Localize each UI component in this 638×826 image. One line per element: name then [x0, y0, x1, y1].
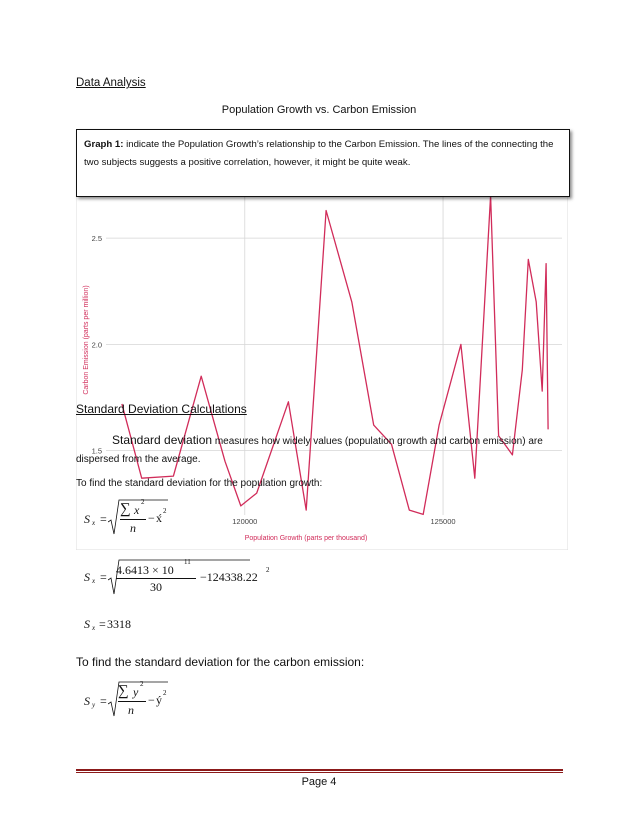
section-title: Data Analysis [76, 77, 146, 89]
std-paragraph [76, 431, 566, 469]
footer-rule-thin [76, 772, 563, 773]
fraction-bar [118, 701, 146, 702]
y-tick-label: 2.5 [91, 234, 102, 244]
std-definition: measures how widely values (population growth and carbon emission) are dispersed from the average. [76, 436, 543, 465]
std-heading: Standard Deviation Calculations [76, 402, 247, 416]
x-axis-label: Population Growth (parts per thousand) [244, 535, 368, 542]
y-tick-label: 1.5 [91, 446, 102, 456]
equation-population-values: S x = 4.6413 × 10 11 30 −124338.22 2 [80, 558, 280, 598]
caption-text: indicate the Population Growth’s relationship to the Carbon Emission. The lines of the connecting the two subjects suggests a positive correlation, however, it might be quite weak. [84, 139, 554, 168]
carbon-intro: To find the standard deviation for the carbon emission: [76, 655, 365, 669]
y-axis-label: Carbon Emission (parts per million) [83, 285, 90, 395]
equation-population-formula: S x = ∑ x 2 n − x́ 2 [80, 498, 200, 538]
caption-label: Graph 1: [84, 139, 124, 150]
fraction-bar [120, 519, 146, 520]
fraction-bar [116, 578, 196, 579]
graph-title: Population Growth vs. Carbon Emission [221, 104, 417, 116]
y-tick-label: 2.0 [91, 340, 102, 350]
pop-intro: To find the standard deviation for the population growth: [76, 478, 323, 489]
graph-caption [76, 129, 570, 197]
footer-rule [76, 769, 563, 771]
std-term: Standard deviation [112, 433, 213, 447]
x-tick-label: 125000 [430, 517, 456, 526]
equation-population-result: S x = 3318 [84, 617, 131, 632]
equation-carbon-formula: S y = ∑ y 2 n − ý 2 [80, 680, 200, 720]
chart [76, 185, 568, 550]
x-tick-label: 120000 [232, 517, 258, 526]
page-number: Page 4 [301, 776, 337, 788]
